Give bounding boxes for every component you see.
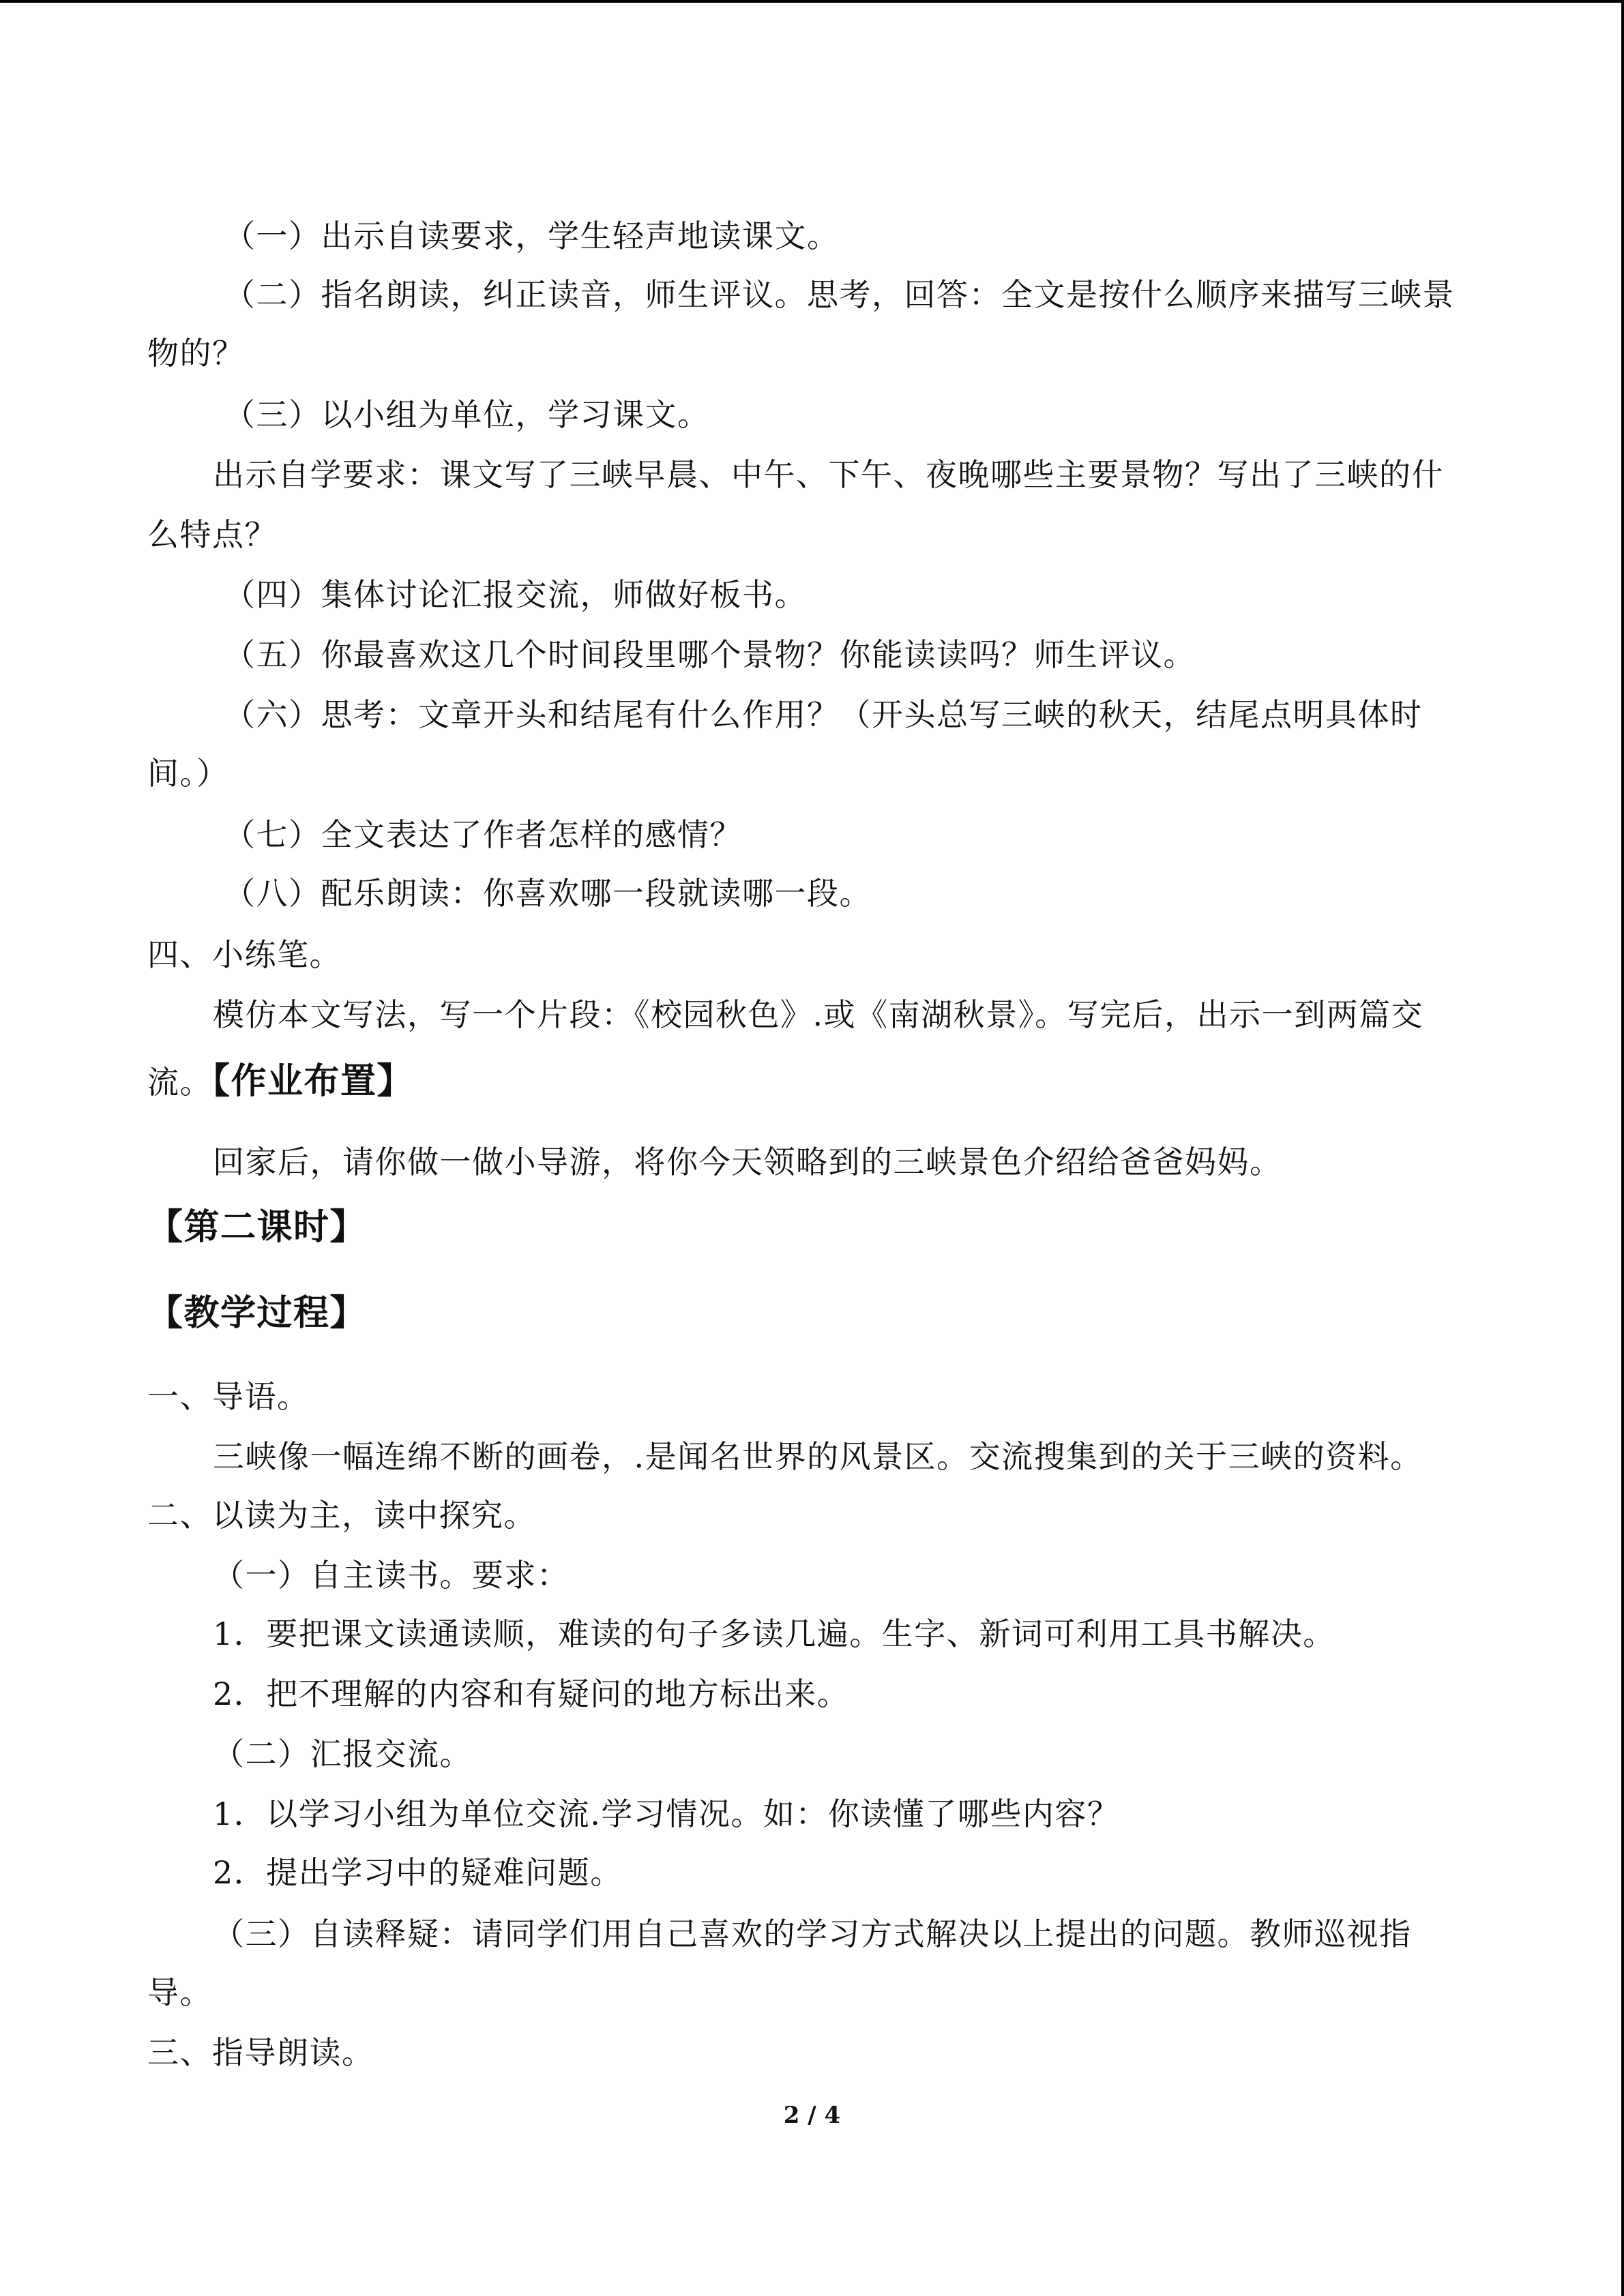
homework-text: 回家后，请你做一做小导游，将你今天领略到的三峡景色介绍给爸爸妈妈。 <box>213 1144 1282 1180</box>
lesson-heading: 【第二课时】 <box>147 1207 367 1248</box>
paragraph: 物的？ <box>147 335 245 372</box>
paragraph: （一）出示自读要求，学生轻声地读课文。 <box>224 218 840 254</box>
paragraph: 么特点？ <box>147 516 277 553</box>
section-heading: 四、小练笔。 <box>147 936 342 973</box>
list-item: 2．提出学习中的疑难问题。 <box>213 1854 623 1891</box>
paragraph: 导。 <box>147 1974 212 2011</box>
paragraph: （四）集体讨论汇报交流，师做好板书。 <box>224 576 807 613</box>
mixed-line <box>147 1058 413 1105</box>
paragraph: 出示自学要求：课文写了三峡早晨、中午、下午、夜晚哪些主要景物？写出了三峡的什 <box>213 456 1444 493</box>
page-number: 2 / 4 <box>783 2102 841 2129</box>
paragraph-continuation: 流。 <box>147 1064 212 1101</box>
list-item: 2．把不理解的内容和有疑问的地方标出来。 <box>213 1675 850 1712</box>
paragraph: （一）自主读书。要求： <box>213 1557 570 1594</box>
paragraph: （二）指名朗读，纠正读音，师生评议。思考，回答：全文是按什么顺序来描写三峡景 <box>224 276 1455 313</box>
section-heading: 三、指导朗读。 <box>147 2034 374 2071</box>
paragraph: （五）你最喜欢这几个时间段里哪个景物？你能读读吗？师生评议。 <box>224 636 1196 673</box>
list-item: 1．要把课文读通读顺，难读的句子多读几遍。生字、新词可利用工具书解决。 <box>213 1615 1335 1652</box>
section-heading: 二、以读为主，读中探究。 <box>147 1497 536 1534</box>
paragraph: （七）全文表达了作者怎样的感情？ <box>224 816 742 853</box>
paragraph: 间。） <box>147 755 229 792</box>
paragraph: 模仿本文写法，写一个片段：《校园秋色》.或《南湖秋景》。写完后，出示一到两篇交 <box>213 996 1424 1033</box>
paragraph: （三）自读释疑：请同学们用自己喜欢的学习方式解决以上提出的问题。教师巡视指 <box>213 1915 1412 1952</box>
homework-heading: 【作业布置】 <box>212 1061 414 1102</box>
list-item: 1．以学习小组为单位交流.学习情况。如：你读懂了哪些内容？ <box>213 1795 1120 1832</box>
process-heading: 【教学过程】 <box>147 1293 367 1334</box>
paragraph: 三峡像一幅连绵不断的画卷，.是闻名世界的风景区。交流搜集到的关于三峡的资料。 <box>213 1438 1423 1475</box>
paragraph: （八）配乐朗读：你喜欢哪一段就读哪一段。 <box>224 875 872 912</box>
section-heading: 一、导语。 <box>147 1378 310 1415</box>
paragraph: （六）思考：文章开头和结尾有什么作用？（开头总写三峡的秋天，结尾点明具体时 <box>224 696 1423 733</box>
paragraph: （二）汇报交流。 <box>213 1735 472 1772</box>
paragraph: （三）以小组为单位，学习课文。 <box>224 396 710 433</box>
